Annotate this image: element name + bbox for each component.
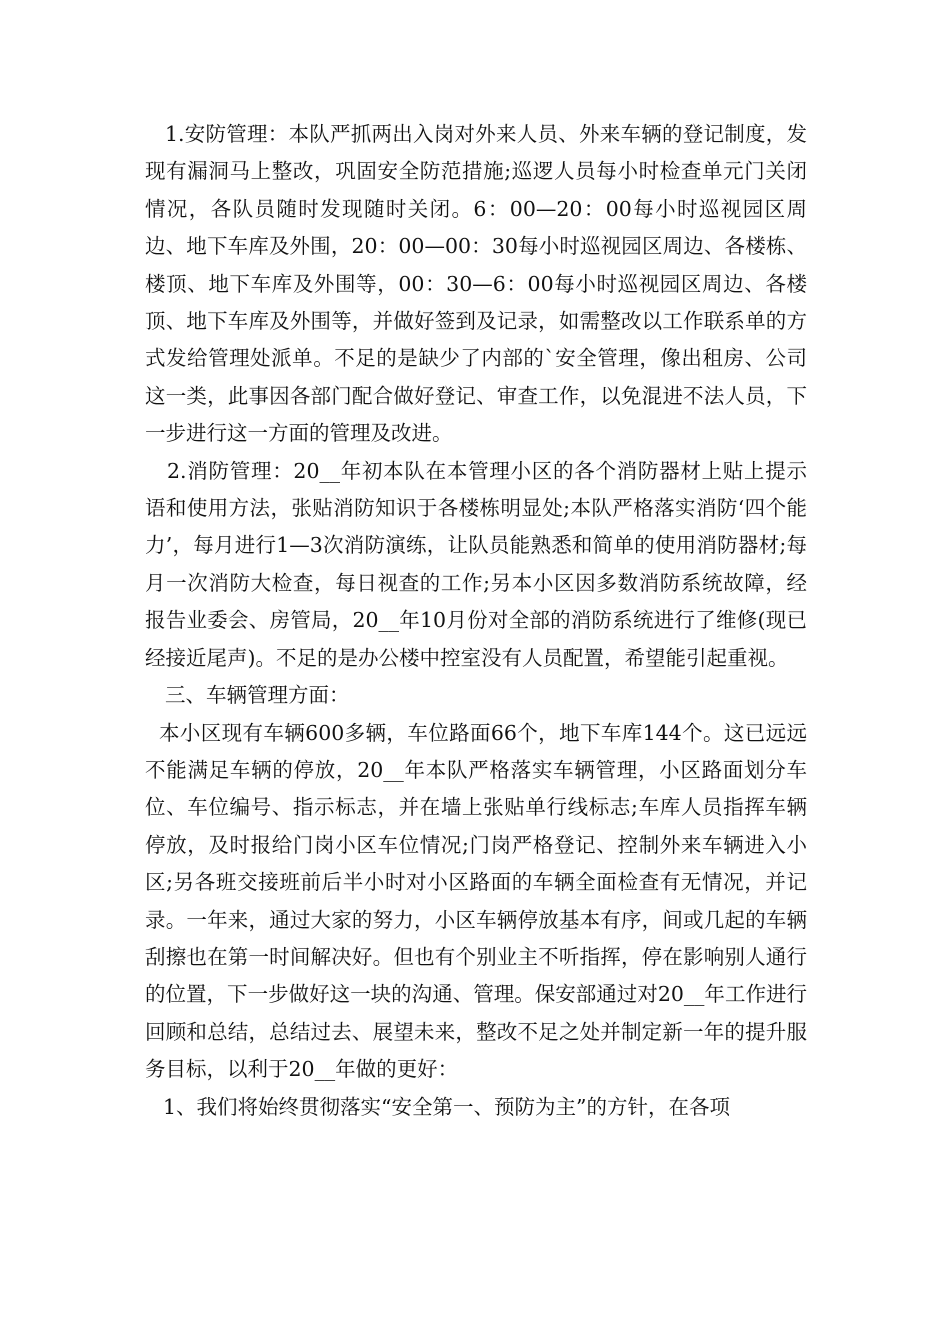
section-heading-vehicle-management: 三、车辆管理方面： (165, 683, 350, 708)
paragraph-goals-item-1: 1、我们将始终贯彻落实“安全第一、预防为主”的方针，在各项 (163, 1094, 731, 1119)
paragraph-security-management: 1.安防管理：本队严抓两出入岗对外来人员、外来车辆的登记制度，发现有漏洞马上整改，巩固安全防范措施;巡逻人员每小时检查单元门关闭情况，各队员随时发现随时关闭。6：00—20：00每小时巡视园区周边、地下车库及外围，20：00—00：30每小时巡视园区周边、各楼栋、楼顶、地下车库及外围等，00：30—6：00每小时巡视园区周边、各楼顶、地下车库及外围等，并做好签到及记录，如需整改以工作联系单的方式发给管理处派单。不足的是缺少了内部的`安全管理，像出租房、公司这一类，此事因各部门配合做好登记、审查工作，以免混进不法人员，下一步进行这一方面的管理及改进。 (145, 122, 807, 446)
document-body (145, 116, 807, 1126)
paragraph-fire-management: 2.消防管理：20__年初本队在本管理小区的各个消防器材上贴上提示语和使用方法，张贴消防知识于各楼栋明显处;本队严格落实消防‘四个能力’，每月进行1—3次消防演练，让队员能熟悉和简单的使用消防器材;每月一次消防大检查，每日视查的工作;另本小区因多数消防系统故障，经报告业委会、房管局，20__年10月份对全部的消防系统进行了维修(现已经接近尾声)。不足的是办公楼中控室没有人员配置，希望能引起重视。 (145, 458, 807, 670)
paragraph-vehicle-management: 本小区现有车辆600多辆，车位路面66个，地下车库144个。这已远远不能满足车辆的停放，20__年本队严格落实车辆管理，小区路面划分车位、车位编号、指示标志，并在墙上张贴单行线标志;车库人员指挥车辆停放，及时报给门岗小区车位情况;门岗严格登记、控制外来车辆进入小区;另各班交接班前后半小时对小区路面的车辆全面检查有无情况，并记录。一年来，通过大家的努力，小区车辆停放基本有序，间或几起的车辆刮擦也在第一时间解决好。但也有个别业主不听指挥，停在影响别人通行的位置，下一步做好这一块的沟通、管理。保安部通过对20__年工作进行回顾和总结，总结过去、展望未来，整改不足之处并制定新一年的提升服务目标，以利于20__年做的更好： (145, 720, 807, 1082)
